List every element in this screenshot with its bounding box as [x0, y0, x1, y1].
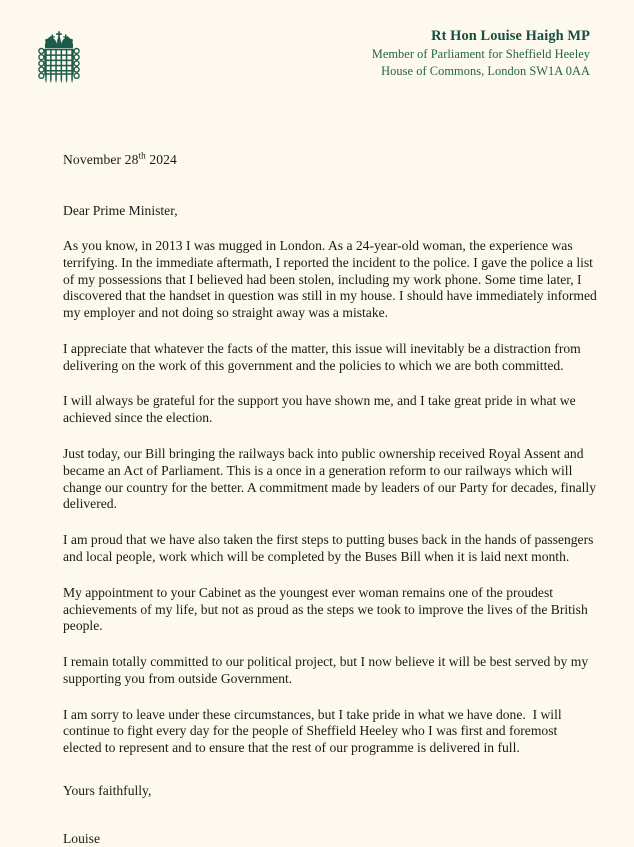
letterhead-contact-block [372, 27, 590, 80]
paragraph: I remain totally committed to our political project, but I now believe it will be best served by my supporting you from outside Government. [63, 654, 592, 686]
letter-body [0, 152, 634, 847]
letterhead [0, 0, 634, 108]
date-year: 2024 [145, 152, 177, 167]
date-ordinal-suffix: th [138, 150, 146, 161]
portcullis-crest-icon [31, 27, 87, 87]
mp-constituency: Member of Parliament for Sheffield Heeley [371, 47, 590, 62]
letter-date [63, 152, 598, 168]
salutation: Dear Prime Minister, [63, 203, 178, 218]
mp-address: House of Commons, London SW1A 0AA [381, 64, 590, 79]
signature-name: Louise [63, 830, 100, 846]
mp-name: Rt Hon Louise Haigh MP [431, 28, 590, 44]
signoff: Yours faithfully, [63, 782, 152, 798]
paragraph: I appreciate that whatever the facts of the matter, this issue will inevitably be a distraction from delivering on the work of this government and the policies to which we are both committed. [63, 340, 585, 373]
paragraph: I am proud that we have also taken the first steps to putting buses back in the hands of passengers and local people, work which will be completed by the Buses Bill when it is laid next month. [63, 532, 597, 564]
paragraph: I am sorry to leave under these circumstances, but I take pride in what we have done. I will continue to fight every day for the people of Sheffield Heeley who I was first and foremost elected to represent and to ensure that the rest of our programme is delivered in full. [63, 706, 566, 756]
paragraph: I will always be grateful for the support you have shown me, and I take great pride in what we achieved since the election. [63, 393, 580, 426]
paragraph: Just today, our Bill bringing the railways back into public ownership received Royal Assent and became an Act of Parliament. This is a once in a generation reform to our railways which will change our country for the better. A commitment made by leaders of our Party for decades, finally delivered. [63, 446, 600, 512]
date-month-day: November 28 [63, 152, 139, 167]
paragraph: My appointment to your Cabinet as the youngest ever woman remains one of the proudest achievements of my life, but not as proud as the steps we took to improve the lives of the British people. [63, 584, 592, 634]
paragraph: As you know, in 2013 I was mugged in London. As a 24-year-old woman, the experience was terrifying. In the immediate aftermath, I reported the incident to the police. I gave the police a list of my possessions that I believed had been stolen, including my work phone. Some time later, I discovered that the handset in question was still in my house. I should have immediately informed my employer and not doing so straight away was a mistake. [63, 238, 601, 321]
